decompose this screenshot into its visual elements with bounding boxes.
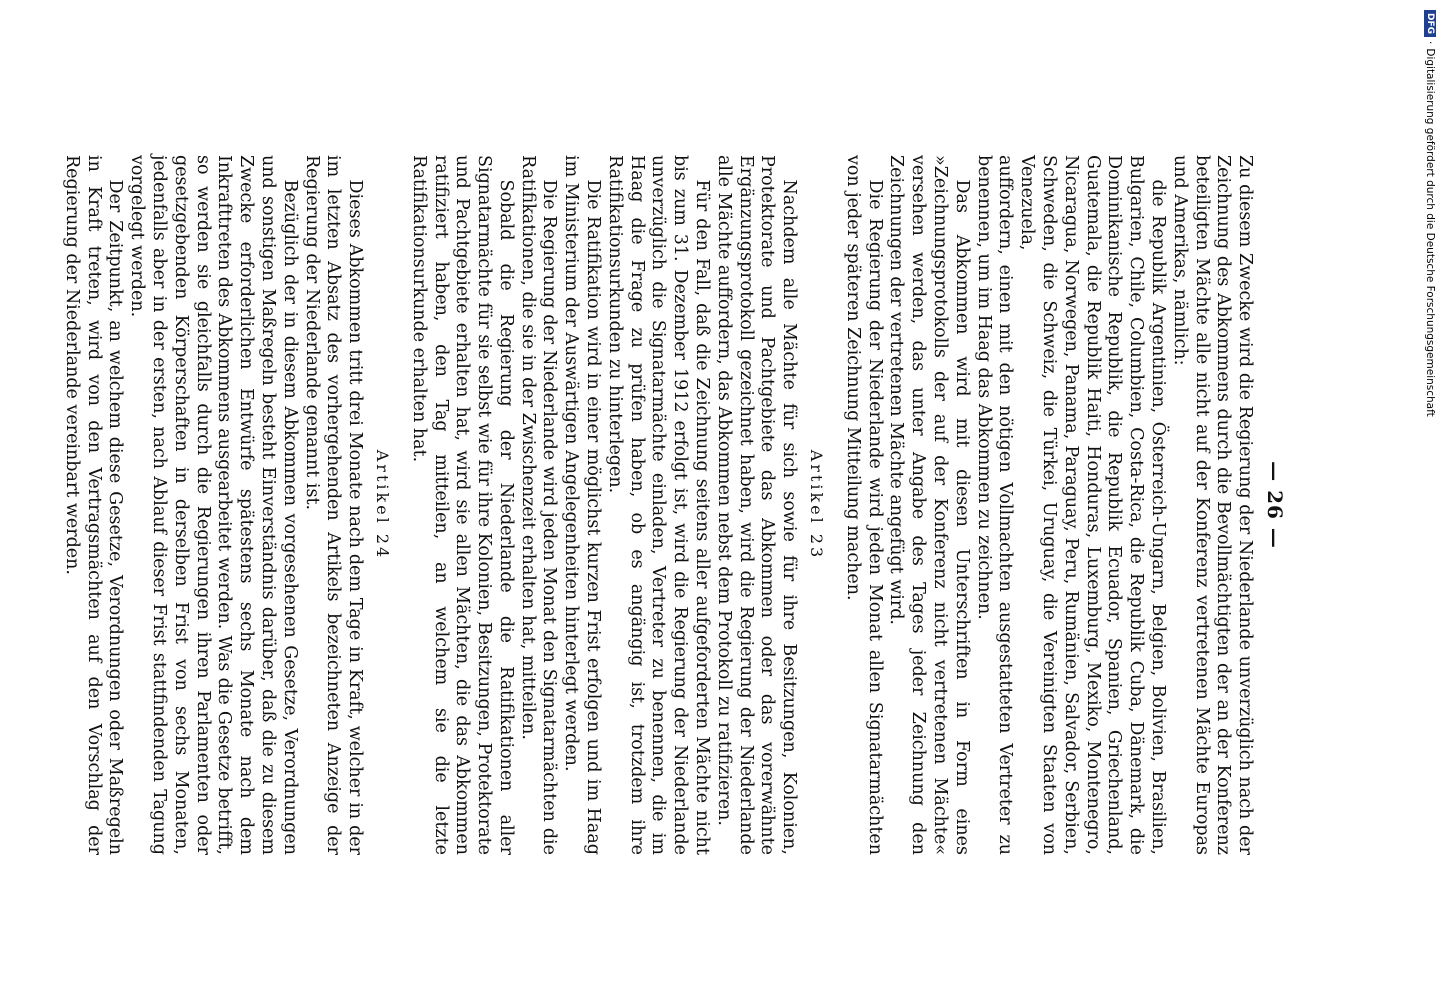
paragraph: Nachdem alle Mächte für sich sowie für ihre Besitzungen, Kolonien, Protektorate und Pachtgebiete das Abkommen oder das vorerwähnte Ergänzungsprotokoll gezeichnet haben, wird die Regierung der Niederlande alle Mächte auffordern, das Abkommen nebst dem Protokoll zu ratifizieren.	[713, 155, 800, 855]
paragraph: Der Zeitpunkt, an welchem diese Gesetze, Verordnungen oder Maßregeln in Kraft treten, wird von den Vertragsmächten auf den Vorschlag der Regierung der Niederlande vereinbart werden.	[61, 155, 126, 855]
article-23-heading: Artikel 23	[807, 449, 827, 561]
banner-separator: ·	[1424, 41, 1436, 45]
document-page	[61, 155, 1287, 855]
paragraph: auffordern, einen mit den nötigen Vollmachten ausgestatteten Vertreter zu benennen, um im Haag das Abkommen zu zeichnen.	[973, 155, 1016, 855]
paragraph: Zu diesem Zwecke wird die Regierung der Niederlande unverzüglich nach der Zeichnung des Abkommens durch die Bevollmächtigten der an der Konferenz beteiligten Mächte alle nicht auf der Konferenz vertretenen Mächte Europas und Amerikas, nämlich:	[1169, 155, 1256, 855]
digitization-banner	[1418, 10, 1444, 417]
paragraph: Bezüglich der in diesem Abkommen vorgesehenen Gesetze, Verordnungen und sonstigen Maßregeln besteht Einverständnis darüber, daß die zu diesem Zwecke erforderlichen Entwürfe spätestens sechs Monate nach dem Inkrafttreten des Abkommens ausgearbeitet werden. Was die Gesetze betrifft, so werden sie gleichfalls durch die Regierungen ihren Parlamenten oder gesetzgebenden Körperschaften in derselben Frist von sechs Monaten, jedenfalls aber in der ersten, nach Ablauf dieser Frist stattfindenden Tagung vorgelegt werden.	[127, 155, 300, 855]
paragraph: Dieses Abkommen tritt drei Monate nach dem Tage in Kraft, welcher in der im letzten Absatz des vorhergehenden Artikels bezeichneten Anzeige der Regierung der Niederlande genannt ist.	[301, 155, 366, 855]
paragraph: Sobald die Regierung der Niederlande die Ratifikationen aller Signatarmächte für sie selbst wie für ihre Kolonien, Besitzungen, Protektorate und Pachtgebiete erhalten hat, wird sie allen Mächten, die das Abkommen ratifiziert haben, den Tag mitteilen, an welchem sie die letzte Ratifikationsurkunde erhalten hat.	[408, 155, 516, 855]
page-number: — 26 —	[1263, 461, 1287, 549]
paragraph: Für den Fall, daß die Zeichnung seitens aller aufgeforderten Mächte nicht bis zum 31. Dezember 1912 erfolgt ist, wird die Regierung der Niederlande unverzüglich die Signatarmächte einladen, Vertreter zu benennen, die im Haag die Frage zu prüfen haben, ob es angängig ist, trotzdem ihre Ratifikationsurkunden zu hinterlegen.	[604, 155, 713, 855]
paragraph: Das Abkommen wird mit diesen Unterschriften in Form eines »Zeichnungsprotokolls der auf der Konferenz nicht vertretenen Mächte« versehen werden, das unter Angabe des Tages jeder Zeichnung den Zeichnungen der vertretenen Mächte angefügt wird.	[886, 155, 972, 855]
paragraph: Die Ratifikation wird in einer möglichst kurzen Frist erfolgen und im Haag im Ministerium der Auswärtigen Angelegenheiten hinterlegt werden.	[561, 155, 604, 855]
paragraph-country-list: die Republik Argentinien, Österreich-Ungarn, Belgien, Bolivien, Brasilien, Bulgarien, Chile, Columbien, Costa-Rica, die Republik Cuba, Dänemark, die Dominikanische Republik, die Republik Ecuador, Spanien, Griechenland, Guatemala, die Republik Haiti, Honduras, Luxemburg, Mexiko, Montenegro, Nicaragua, Norwegen, Panama, Paraguay, Peru, Rumänien, Salvador, Serbien, Schweden, die Schweiz, die Türkei, Uruguay, die Vereinigten Staaten von Venezuela,	[1017, 155, 1169, 855]
banner-text: Digitalisierung gefördert durch die Deutsche Forschungsgemeinschaft	[1424, 48, 1436, 417]
article-24-heading: Artikel 24	[372, 449, 392, 561]
dfg-logo: DFG	[1424, 10, 1436, 37]
paragraph: Die Regierung der Niederlande wird jeden Monat allen Signatarmächten von jeder späteren Zeichnung Mitteilung machen.	[842, 155, 885, 855]
paragraph: Die Regierung der Niederlande wird jeden Monat den Signatarmächten die Ratifikationen, die sie in der Zwischenzeit erhalten hat, mitteilen.	[517, 155, 560, 855]
